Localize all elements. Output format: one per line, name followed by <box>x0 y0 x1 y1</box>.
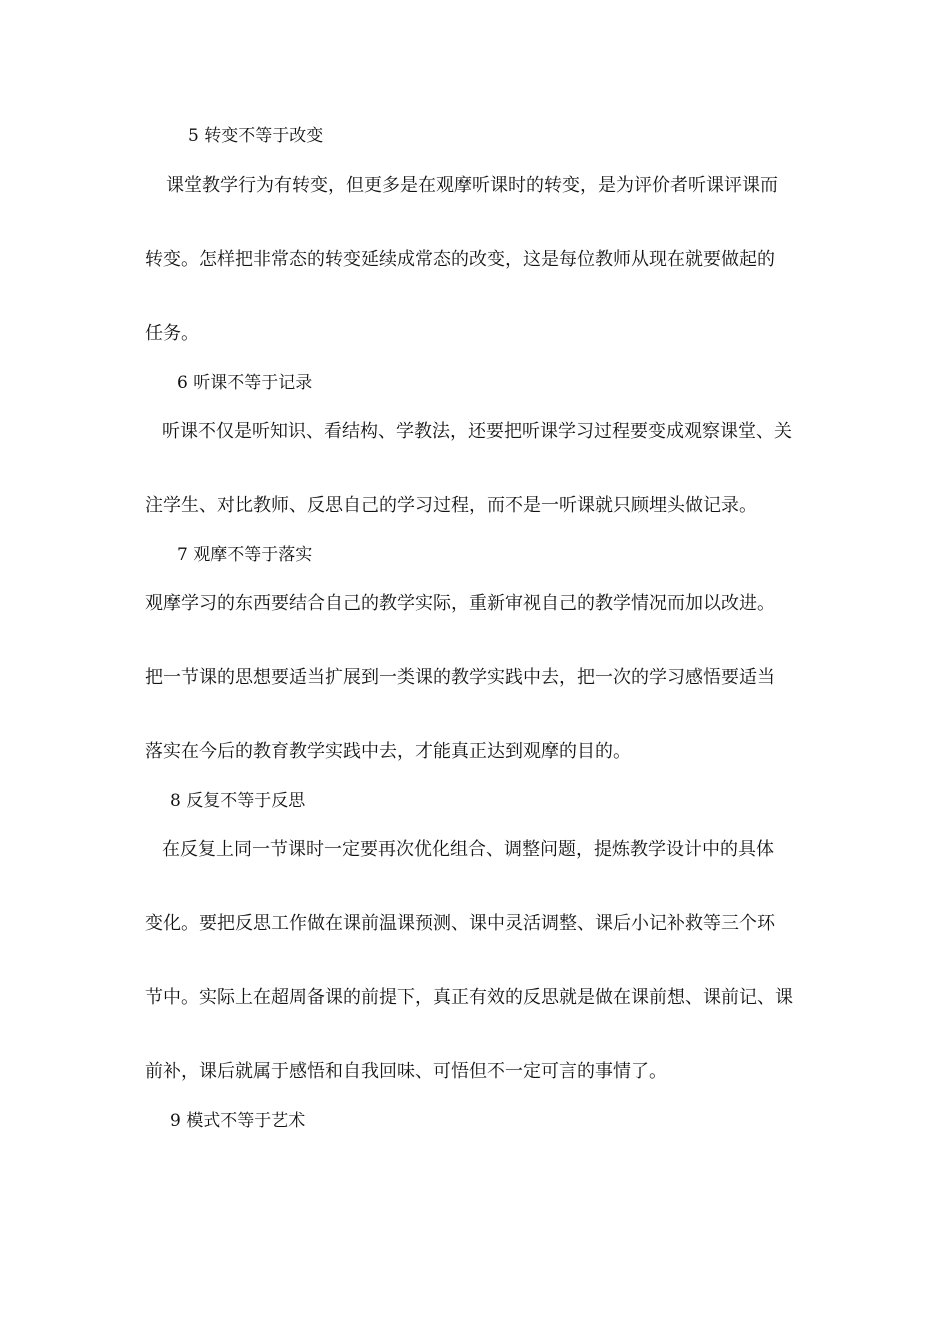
section-heading-7: 7 观摩不等于落实 <box>177 545 313 565</box>
paragraph-line: 任务。 <box>145 323 199 344</box>
paragraph-line: 注学生、对比教师、反思自己的学习过程，而不是一听课就只顾埋头做记录。 <box>145 495 757 516</box>
paragraph-line: 节中。实际上在超周备课的前提下，真正有效的反思就是做在课前想、课前记、课 <box>145 987 793 1008</box>
section-heading-5: 5 转变不等于改变 <box>188 126 324 146</box>
paragraph-line: 课堂教学行为有转变，但更多是在观摩听课时的转变，是为评价者听课评课而 <box>166 175 778 196</box>
paragraph-line: 前补，课后就属于感悟和自我回味、可悟但不一定可言的事情了。 <box>145 1061 667 1082</box>
section-heading-9: 9 模式不等于艺术 <box>170 1111 306 1131</box>
paragraph-line: 听课不仅是听知识、看结构、学教法，还要把听课学习过程要变成观察课堂、关 <box>162 421 792 442</box>
section-heading-6: 6 听课不等于记录 <box>177 373 313 393</box>
paragraph-line: 变化。要把反思工作做在课前温课预测、课中灵活调整、课后小记补救等三个环 <box>145 913 775 934</box>
paragraph-line: 落实在今后的教育教学实践中去，才能真正达到观摩的目的。 <box>145 741 631 762</box>
paragraph-line: 把一节课的思想要适当扩展到一类课的教学实践中去，把一次的学习感悟要适当 <box>145 667 775 688</box>
paragraph-line: 观摩学习的东西要结合自己的教学实际，重新审视自己的教学情况而加以改进。 <box>145 593 775 614</box>
paragraph-line: 在反复上同一节课时一定要再次优化组合、调整问题，提炼教学设计中的具体 <box>162 839 774 860</box>
section-heading-8: 8 反复不等于反思 <box>170 791 306 811</box>
paragraph-line: 转变。怎样把非常态的转变延续成常态的改变，这是每位教师从现在就要做起的 <box>145 249 775 270</box>
